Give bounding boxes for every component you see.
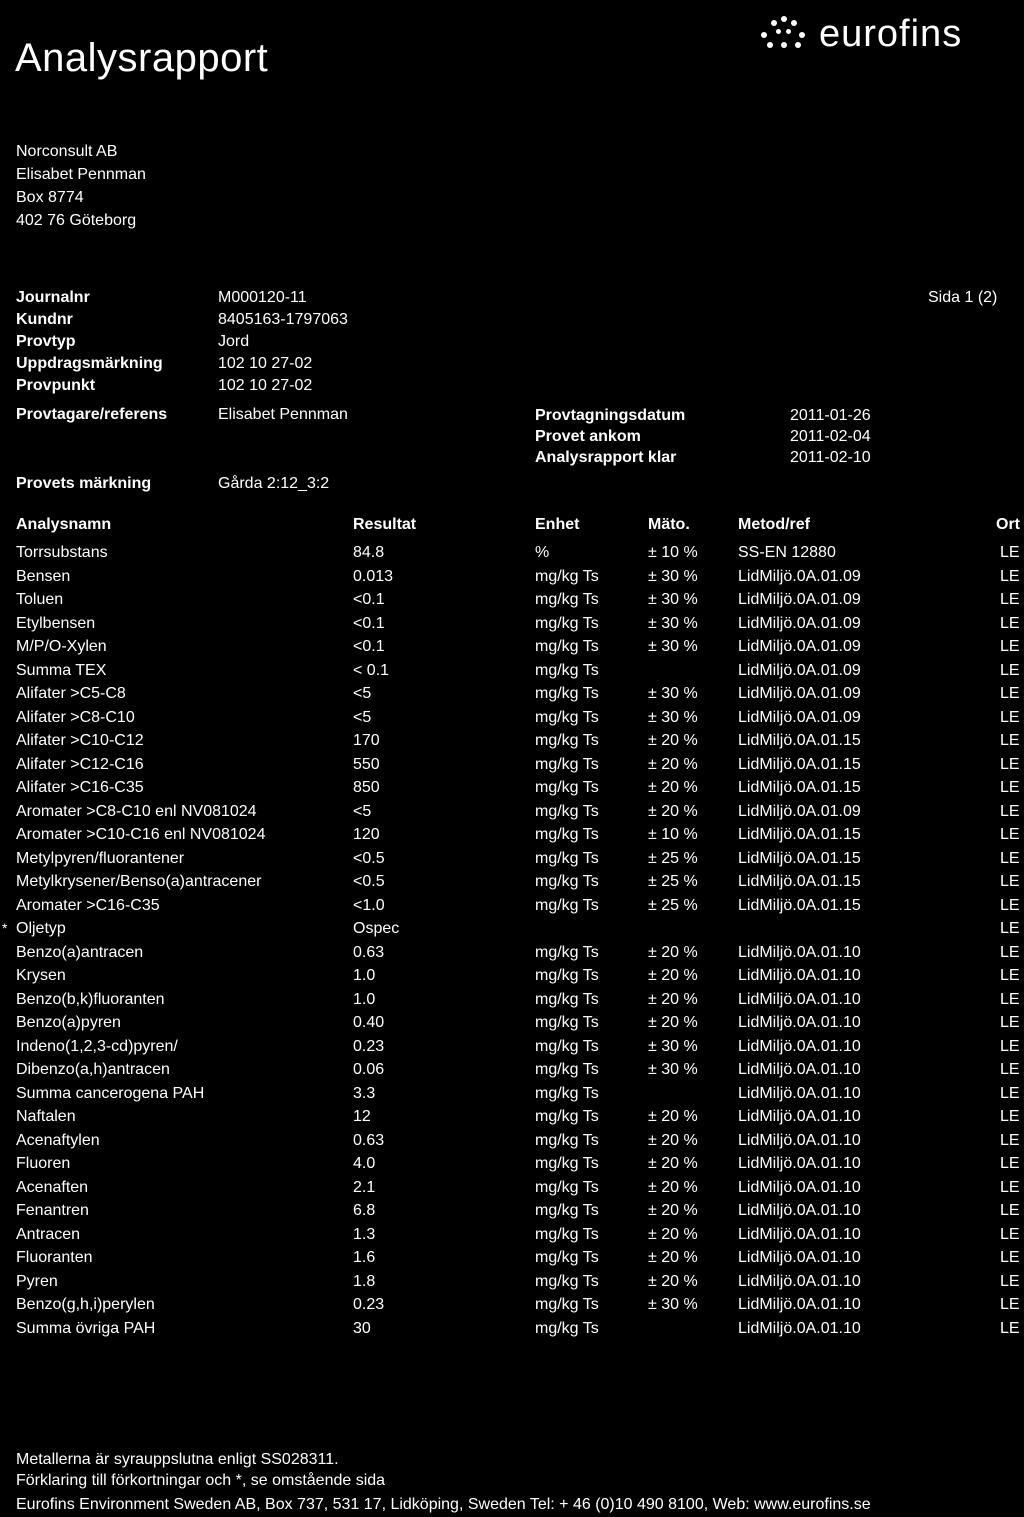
eurofins-logo [757,10,962,58]
table-row [0,756,1024,780]
method-ref: LidMiljö.0A.01.09 [738,591,861,608]
analysis-unit: mg/kg Ts [535,568,599,585]
kundnr-value: 8405163-1797063 [218,311,348,328]
measurement-uncertainty: ± 20 % [648,991,698,1008]
analysis-result: 0.40 [353,1014,385,1031]
location-code: LE [1000,1226,1020,1243]
table-row [0,1038,1024,1062]
measurement-uncertainty: ± 30 % [648,568,698,585]
measurement-uncertainty: ± 20 % [648,1014,698,1031]
analysis-result: <5 [353,803,372,820]
table-row [0,1226,1024,1250]
analysis-result: 30 [353,1320,371,1337]
measurement-uncertainty: ± 20 % [648,803,698,820]
analysis-name: Aromater >C8-C10 enl NV081024 [16,803,257,820]
analysis-unit: mg/kg Ts [535,803,599,820]
analysis-name: Etylbensen [16,615,96,632]
analysis-unit: mg/kg Ts [535,1014,599,1031]
analysis-name: Metylpyren/fluorantener [16,850,185,867]
table-row [0,850,1024,874]
journalnr-value: M000120-11 [218,289,307,306]
analysis-result: <5 [353,685,372,702]
analysis-result: 1.8 [353,1273,376,1290]
provtyp-value: Jord [218,333,250,350]
analysis-unit: mg/kg Ts [535,991,599,1008]
table-row [0,685,1024,709]
analysis-result: 550 [353,756,380,773]
analysis-name: Fluoranten [16,1249,93,1266]
table-row [0,732,1024,756]
analysis-name: Naftalen [16,1108,76,1125]
table-row [0,991,1024,1015]
method-ref: LidMiljö.0A.01.09 [738,709,861,726]
uppdragsmarkning-label: Uppdragsmärkning [16,355,163,372]
analysis-unit: mg/kg Ts [535,591,599,608]
method-ref: LidMiljö.0A.01.10 [738,1014,861,1031]
method-ref: LidMiljö.0A.01.09 [738,662,861,679]
location-code: LE [1000,1085,1020,1102]
location-code: LE [1000,544,1020,561]
measurement-uncertainty: ± 30 % [648,1061,698,1078]
measurement-uncertainty: ± 30 % [648,685,698,702]
analysis-result: 0.23 [353,1296,385,1313]
table-row [0,1179,1024,1203]
method-ref: LidMiljö.0A.01.10 [738,1085,861,1102]
measurement-uncertainty: ± 30 % [648,591,698,608]
analysis-name: Torrsubstans [16,544,108,561]
analysis-result: 0.23 [353,1038,385,1055]
method-ref: LidMiljö.0A.01.10 [738,967,861,984]
provtyp-label: Provtyp [16,333,76,350]
provtagare-value: Elisabet Pennman [218,406,348,423]
measurement-uncertainty: ± 20 % [648,756,698,773]
analysis-unit: mg/kg Ts [535,1038,599,1055]
header-analysnamn: Analysnamn [16,516,112,533]
row-asterisk: * [2,920,8,936]
analysis-name: Benzo(a)pyren [16,1014,121,1031]
method-ref: LidMiljö.0A.01.10 [738,1038,861,1055]
table-row [0,1061,1024,1085]
table-row [0,826,1024,850]
location-code: LE [1000,591,1020,608]
analysis-name: Krysen [16,967,66,984]
table-header [0,516,1024,540]
method-ref: LidMiljö.0A.01.15 [738,756,861,773]
analysis-result: <0.1 [353,638,385,655]
method-ref: LidMiljö.0A.01.09 [738,638,861,655]
analysis-name: Fenantren [16,1202,89,1219]
analysis-unit: mg/kg Ts [535,709,599,726]
location-code: LE [1000,826,1020,843]
analysis-unit: mg/kg Ts [535,638,599,655]
location-code: LE [1000,638,1020,655]
method-ref: LidMiljö.0A.01.10 [738,1202,861,1219]
location-code: LE [1000,756,1020,773]
table-row [0,967,1024,991]
analysis-unit: mg/kg Ts [535,1155,599,1172]
table-row [0,803,1024,827]
footer-note-metals: Metallerna är syrauppslutna enligt SS028311. [16,1451,339,1468]
analysis-unit: % [535,544,550,561]
analysis-name: Acenaften [16,1179,89,1196]
table-row [0,1014,1024,1038]
provet-ankom-label: Provet ankom [535,428,641,445]
method-ref: LidMiljö.0A.01.15 [738,826,861,843]
table-row [0,1249,1024,1273]
location-code: LE [1000,568,1020,585]
method-ref: LidMiljö.0A.01.15 [738,873,861,890]
analysis-result: <0.5 [353,850,385,867]
footer-company: Eurofins Environment Sweden AB, Box 737, 531 17, Lidköping, Sweden Tel: + 46 (0)10 490 8100, Web: www.eurofins.se [16,1496,871,1513]
rapport-klar-value: 2011-02-10 [790,449,871,466]
analysis-name: Indeno(1,2,3-cd)pyren/ [16,1038,178,1055]
table-row [0,1108,1024,1132]
table-row [0,568,1024,592]
analysis-result: 6.8 [353,1202,376,1219]
analysis-result: 850 [353,779,380,796]
table-row [0,1132,1024,1156]
location-code: LE [1000,1179,1020,1196]
method-ref: LidMiljö.0A.01.10 [738,1108,861,1125]
logo-text: eurofins [819,12,963,55]
address-line: Norconsult AB [16,143,118,160]
location-code: LE [1000,991,1020,1008]
address-line: Box 8774 [16,189,84,206]
location-code: LE [1000,1296,1020,1313]
analysis-result: 1.0 [353,991,376,1008]
analysis-result: 0.013 [353,568,394,585]
analysis-name: Antracen [16,1226,81,1243]
analysis-name: Oljetyp [16,920,66,937]
analysis-result: 0.63 [353,1132,385,1149]
location-code: LE [1000,944,1020,961]
analysis-name: Aromater >C16-C35 [16,897,160,914]
location-code: LE [1000,920,1020,937]
method-ref: LidMiljö.0A.01.09 [738,568,861,585]
location-code: LE [1000,897,1020,914]
table-row [0,1296,1024,1320]
address-line: Elisabet Pennman [16,166,146,183]
analysis-unit: mg/kg Ts [535,685,599,702]
analysis-unit: mg/kg Ts [535,1179,599,1196]
method-ref: LidMiljö.0A.01.10 [738,1273,861,1290]
table-row [0,1320,1024,1344]
journalnr-label: Journalnr [16,289,90,306]
analysis-name: Alifater >C16-C35 [16,779,144,796]
provtagningsdatum-label: Provtagningsdatum [535,407,686,424]
analysis-result: 170 [353,732,380,749]
analysis-name: Pyren [16,1273,58,1290]
analysis-unit: mg/kg Ts [535,1202,599,1219]
analysis-name: Alifater >C12-C16 [16,756,144,773]
location-code: LE [1000,779,1020,796]
method-ref: LidMiljö.0A.01.09 [738,685,861,702]
measurement-uncertainty: ± 20 % [648,1226,698,1243]
measurement-uncertainty: ± 10 % [648,826,698,843]
analysis-result: <0.5 [353,873,385,890]
location-code: LE [1000,1202,1020,1219]
provtagningsdatum-value: 2011-01-26 [790,407,871,424]
analysis-name: Summa cancerogena PAH [16,1085,205,1102]
analysis-result: 12 [353,1108,371,1125]
measurement-uncertainty: ± 25 % [648,850,698,867]
header-metod: Metod/ref [738,516,810,533]
analysis-unit: mg/kg Ts [535,615,599,632]
method-ref: LidMiljö.0A.01.10 [738,1249,861,1266]
analysis-result: <5 [353,709,372,726]
table-row [0,662,1024,686]
analysis-unit: mg/kg Ts [535,850,599,867]
analysis-unit: mg/kg Ts [535,1132,599,1149]
measurement-uncertainty: ± 30 % [648,638,698,655]
measurement-uncertainty: ± 30 % [648,1038,698,1055]
analysis-unit: mg/kg Ts [535,897,599,914]
method-ref: LidMiljö.0A.01.15 [738,779,861,796]
analysis-result: <0.1 [353,615,385,632]
method-ref: LidMiljö.0A.01.10 [738,1179,861,1196]
analysis-result: 4.0 [353,1155,376,1172]
measurement-uncertainty: ± 20 % [648,967,698,984]
analysis-unit: mg/kg Ts [535,779,599,796]
method-ref: LidMiljö.0A.01.09 [738,615,861,632]
header-resultat: Resultat [353,516,417,533]
table-row [0,709,1024,733]
analysis-unit: mg/kg Ts [535,1320,599,1337]
analysis-unit: mg/kg Ts [535,1108,599,1125]
method-ref: LidMiljö.0A.01.15 [738,732,861,749]
analysis-result: 1.0 [353,967,376,984]
table-row [0,1085,1024,1109]
analysis-unit: mg/kg Ts [535,756,599,773]
method-ref: LidMiljö.0A.01.10 [738,1320,861,1337]
method-ref: LidMiljö.0A.01.10 [738,1226,861,1243]
measurement-uncertainty: ± 20 % [648,1249,698,1266]
table-row [0,544,1024,568]
measurement-uncertainty: ± 30 % [648,615,698,632]
method-ref: LidMiljö.0A.01.10 [738,944,861,961]
table-row [0,615,1024,639]
analysis-unit: mg/kg Ts [535,826,599,843]
page-number: Sida 1 (2) [928,289,998,306]
analysis-unit: mg/kg Ts [535,732,599,749]
analysis-unit: mg/kg Ts [535,1226,599,1243]
footer-note-abbrev: Förklaring till förkortningar och *, se omstående sida [16,1472,386,1489]
measurement-uncertainty: ± 25 % [648,897,698,914]
location-code: LE [1000,1273,1020,1290]
method-ref: SS-EN 12880 [738,544,836,561]
measurement-uncertainty: ± 20 % [648,1202,698,1219]
header-enhet: Enhet [535,516,580,533]
analysis-unit: mg/kg Ts [535,662,599,679]
analysis-name: Alifater >C10-C12 [16,732,144,749]
location-code: LE [1000,803,1020,820]
analysis-unit: mg/kg Ts [535,873,599,890]
analysis-name: Toluen [16,591,64,608]
location-code: LE [1000,1061,1020,1078]
kundnr-label: Kundnr [16,311,73,328]
analysis-unit: mg/kg Ts [535,967,599,984]
location-code: LE [1000,615,1020,632]
measurement-uncertainty: ± 20 % [648,1273,698,1290]
analysis-name: Alifater >C8-C10 [16,709,135,726]
analysis-result: <0.1 [353,591,385,608]
table-row [0,920,1024,944]
method-ref: LidMiljö.0A.01.09 [738,803,861,820]
method-ref: LidMiljö.0A.01.10 [738,991,861,1008]
analysis-name: Alifater >C5-C8 [16,685,126,702]
measurement-uncertainty: ± 20 % [648,1132,698,1149]
method-ref: LidMiljö.0A.01.10 [738,1061,861,1078]
measurement-uncertainty: ± 30 % [648,709,698,726]
analysis-result: 120 [353,826,380,843]
analysis-result: <1.0 [353,897,385,914]
analysis-result: Ospec [353,920,400,937]
method-ref: LidMiljö.0A.01.10 [738,1132,861,1149]
measurement-uncertainty: ± 20 % [648,1155,698,1172]
provpunkt-label: Provpunkt [16,377,96,394]
measurement-uncertainty: ± 20 % [648,779,698,796]
eurofins-logo-icon [757,10,817,58]
analysis-unit: mg/kg Ts [535,1249,599,1266]
location-code: LE [1000,1249,1020,1266]
method-ref: LidMiljö.0A.01.10 [738,1296,861,1313]
analysis-result: < 0.1 [353,662,390,679]
table-row [0,897,1024,921]
analysis-name: Aromater >C10-C16 enl NV081024 [16,826,266,843]
location-code: LE [1000,685,1020,702]
markning-label: Provets märkning [16,475,152,492]
location-code: LE [1000,709,1020,726]
table-row [0,1273,1024,1297]
analysis-result: 3.3 [353,1085,376,1102]
analysis-unit: mg/kg Ts [535,1085,599,1102]
location-code: LE [1000,732,1020,749]
location-code: LE [1000,850,1020,867]
analysis-result: 1.6 [353,1249,376,1266]
table-row [0,944,1024,968]
location-code: LE [1000,662,1020,679]
measurement-uncertainty: ± 20 % [648,1179,698,1196]
analysis-name: Metylkrysener/Benso(a)antracener [16,873,262,890]
analysis-result: 1.3 [353,1226,376,1243]
analysis-name: Benzo(b,k)fluoranten [16,991,165,1008]
analysis-result: 2.1 [353,1179,376,1196]
location-code: LE [1000,1108,1020,1125]
measurement-uncertainty: ± 30 % [648,1296,698,1313]
analysis-name: Benzo(a)antracen [16,944,144,961]
rapport-klar-label: Analysrapport klar [535,449,677,466]
provet-ankom-value: 2011-02-04 [790,428,871,445]
header-mato: Mäto. [648,516,690,533]
provpunkt-value: 102 10 27-02 [218,377,313,394]
recipient-address [16,140,146,232]
location-code: LE [1000,1320,1020,1337]
uppdragsmarkning-value: 102 10 27-02 [218,355,313,372]
analysis-result: 84.8 [353,544,385,561]
analysis-result: 0.63 [353,944,385,961]
table-row [0,873,1024,897]
measurement-uncertainty: ± 10 % [648,544,698,561]
table-row [0,1155,1024,1179]
analysis-name: Bensen [16,568,71,585]
measurement-uncertainty: ± 20 % [648,732,698,749]
method-ref: LidMiljö.0A.01.10 [738,1155,861,1172]
analysis-result: 0.06 [353,1061,385,1078]
measurement-uncertainty: ± 25 % [648,873,698,890]
header-ort: Ort [996,516,1020,533]
location-code: LE [1000,873,1020,890]
location-code: LE [1000,1014,1020,1031]
table-row [0,638,1024,662]
address-line: 402 76 Göteborg [16,212,137,229]
table-row [0,779,1024,803]
location-code: LE [1000,967,1020,984]
table-row [0,591,1024,615]
analysis-unit: mg/kg Ts [535,1296,599,1313]
analysis-name: Dibenzo(a,h)antracen [16,1061,170,1078]
location-code: LE [1000,1038,1020,1055]
page-title: Analysrapport [15,36,269,80]
analysis-unit: mg/kg Ts [535,944,599,961]
analysis-unit: mg/kg Ts [535,1061,599,1078]
analysis-name: M/P/O-Xylen [16,638,107,655]
analysis-name: Benzo(g,h,i)perylen [16,1296,155,1313]
markning-value: Gårda 2:12_3:2 [218,475,330,492]
provtagare-label: Provtagare/referens [16,406,168,423]
analysis-unit: mg/kg Ts [535,1273,599,1290]
analysis-name: Summa TEX [16,662,107,679]
location-code: LE [1000,1155,1020,1172]
analysis-name: Fluoren [16,1155,71,1172]
measurement-uncertainty: ± 20 % [648,1108,698,1125]
analysis-name: Acenaftylen [16,1132,100,1149]
measurement-uncertainty: ± 20 % [648,944,698,961]
location-code: LE [1000,1132,1020,1149]
table-row [0,1202,1024,1226]
method-ref: LidMiljö.0A.01.15 [738,897,861,914]
method-ref: LidMiljö.0A.01.15 [738,850,861,867]
analysis-name: Summa övriga PAH [16,1320,156,1337]
